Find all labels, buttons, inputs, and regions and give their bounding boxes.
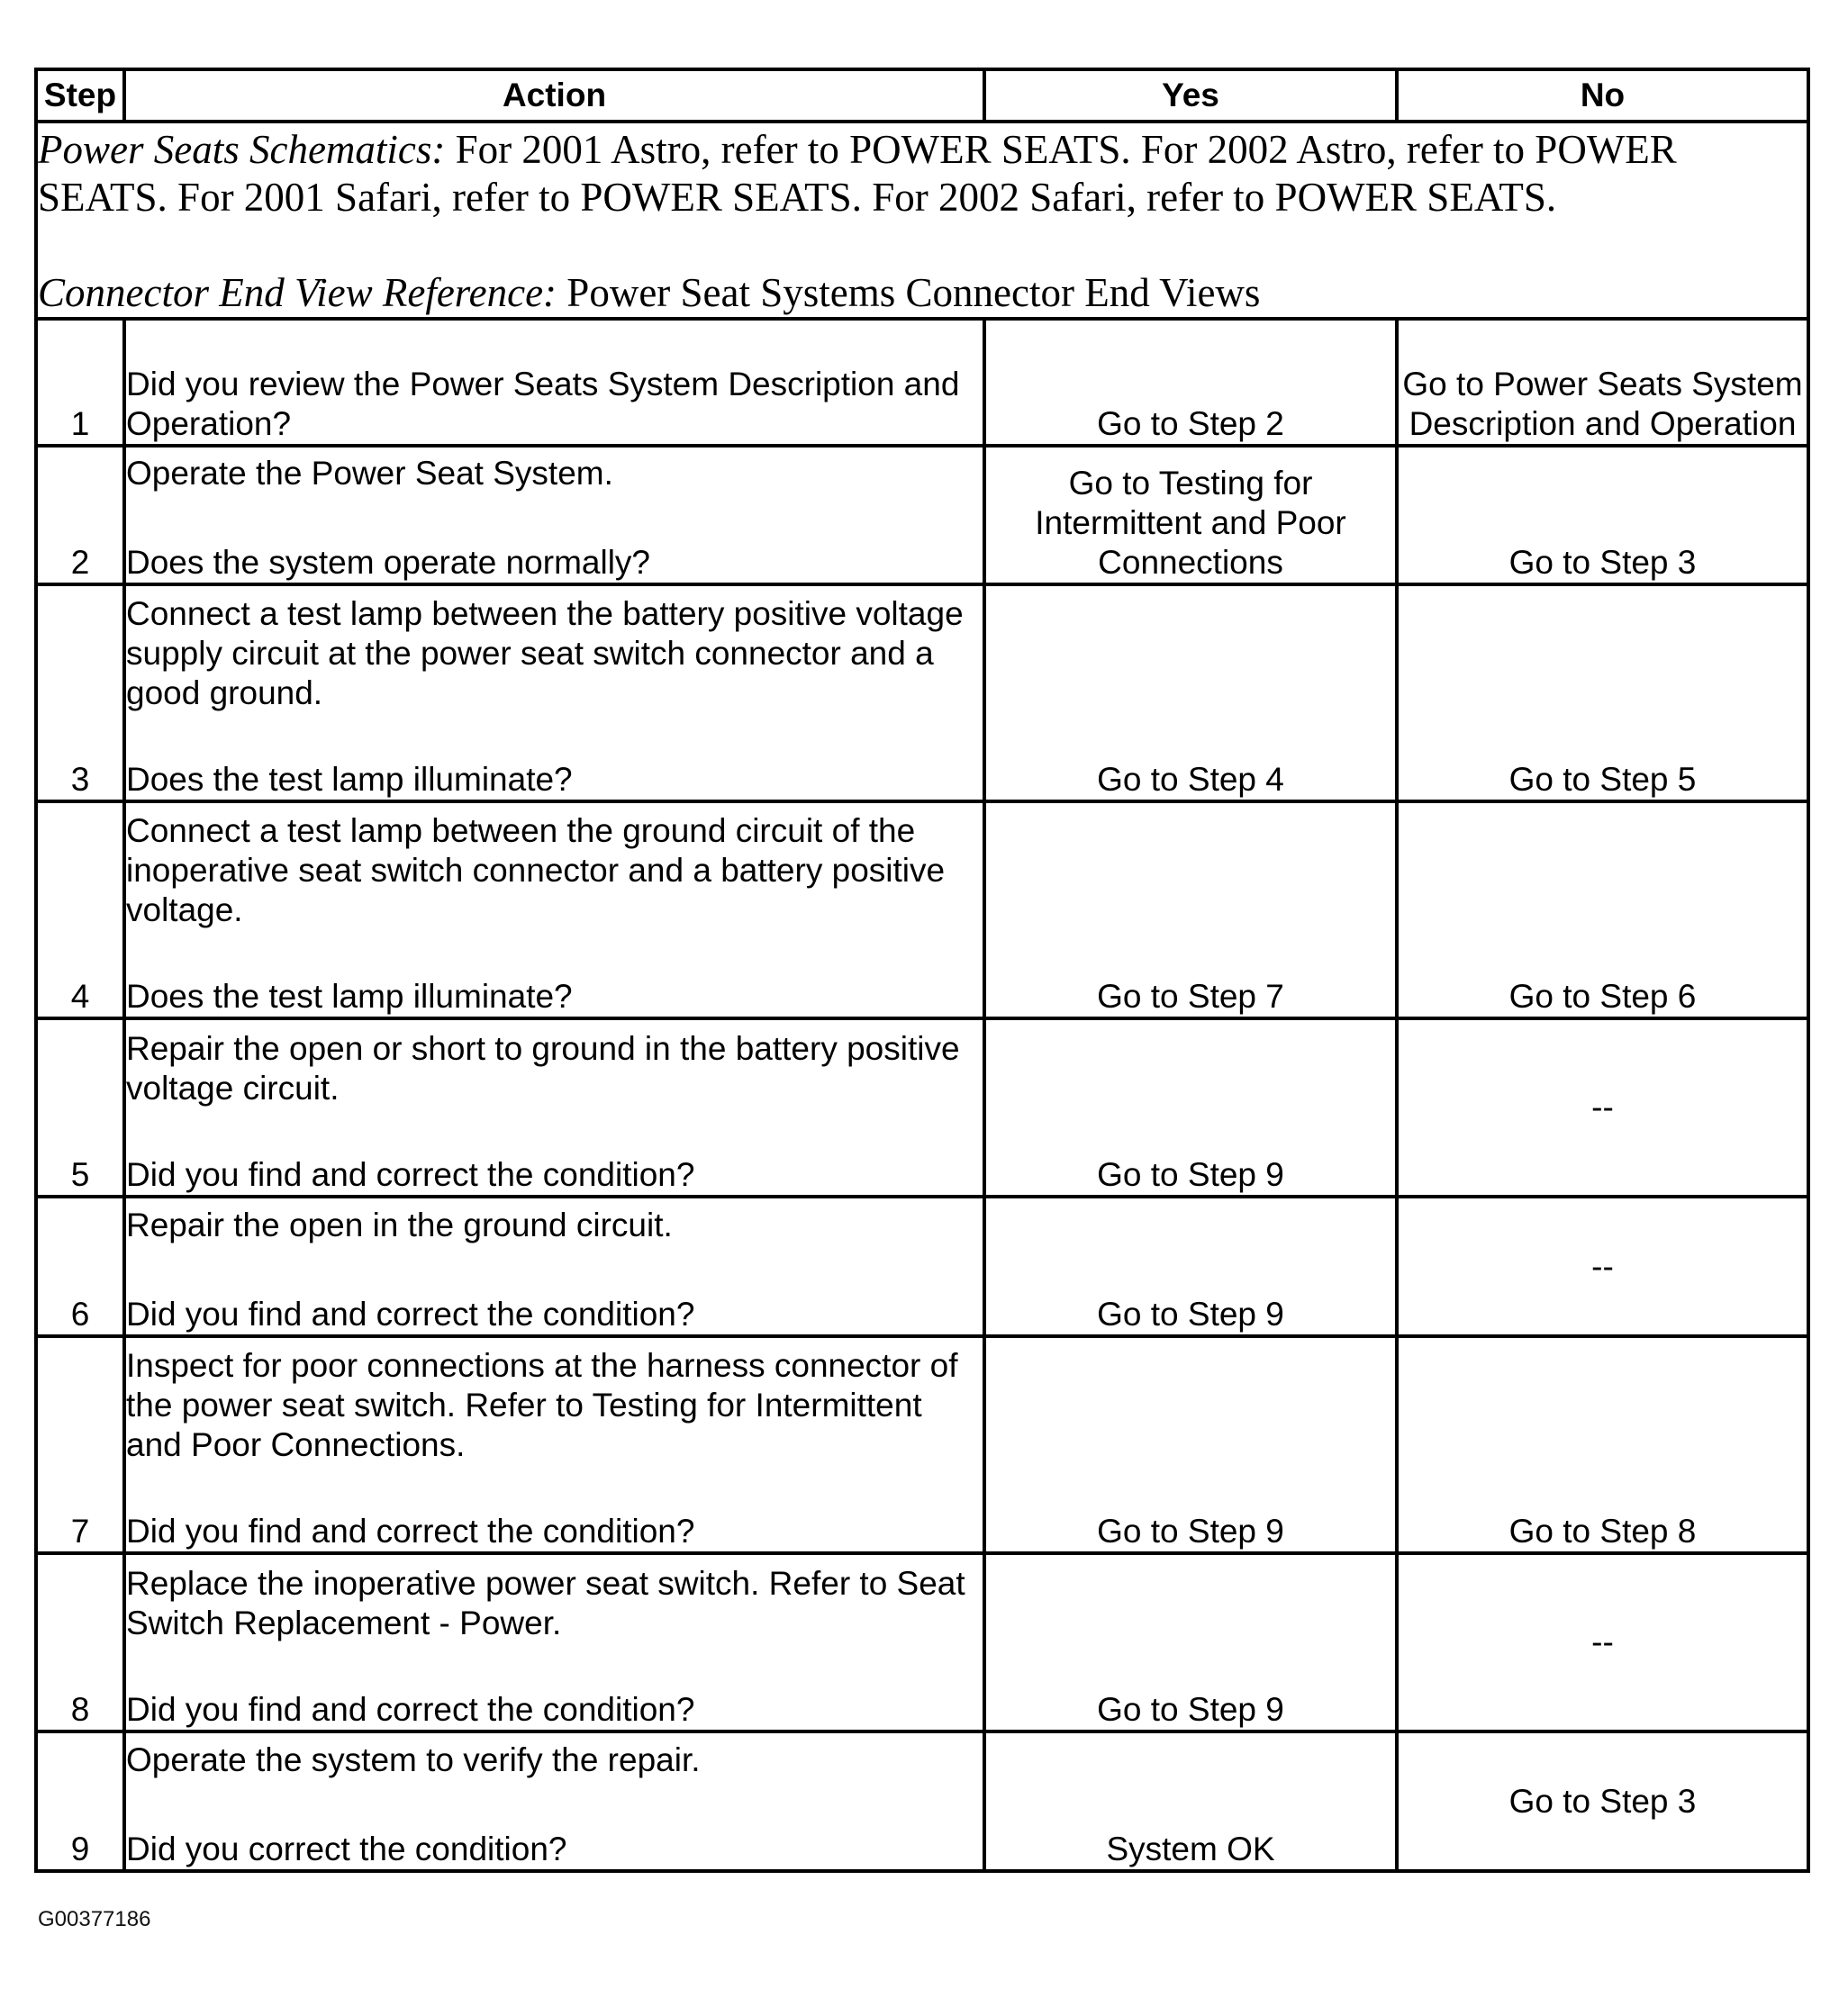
question-text: Did you find and correct the condition? [126,1513,695,1550]
table-row [36,319,1808,446]
step-number: 1 [36,319,124,446]
yes-cell: System OK [984,1731,1397,1871]
schematics-label: Power Seats Schematics: [38,127,446,172]
intro-cell [36,122,1808,319]
action-cell [124,1336,984,1553]
action-text: Inspect for poor connections at the harness connector of the power seat switch. Refer to Testing for Intermittent and Poor Connections. [126,1347,958,1463]
connector-label: Connector End View Reference: [38,270,557,315]
action-cell [124,801,984,1018]
no-cell: -- [1397,1018,1808,1197]
no-cell: Go to Step 5 [1397,584,1808,801]
yes-cell: Go to Step 9 [984,1197,1397,1336]
intro-row [36,122,1808,319]
action-text: Replace the inoperative power seat switch. Refer to Seat Switch Replacement - Power. [126,1565,965,1641]
question-text: Does the test lamp illuminate? [126,978,573,1015]
figure-id: G00377186 [38,1907,151,1931]
table-row [36,1197,1808,1336]
table-row [36,1553,1808,1731]
table-row [36,1018,1808,1197]
action-cell [124,1553,984,1731]
diagnostic-page [34,68,1807,1873]
table-row [36,584,1808,801]
yes-cell: Go to Step 2 [984,319,1397,446]
no-cell: -- [1397,1197,1808,1336]
action-text: Operate the Power Seat System. [126,455,613,492]
step-number: 2 [36,446,124,584]
action-text: Operate the system to verify the repair. [126,1741,701,1778]
step-number: 3 [36,584,124,801]
table-row [36,446,1808,584]
step-number: 9 [36,1731,124,1871]
action-text: Connect a test lamp between the ground circuit of the inoperative seat switch connector and a battery positive voltage. [126,812,946,928]
step-number: 8 [36,1553,124,1731]
action-cell [124,1197,984,1336]
yes-cell: Go to Step 9 [984,1336,1397,1553]
action-text: Repair the open in the ground circuit. [126,1207,673,1243]
action-text: Connect a test lamp between the battery positive voltage supply circuit at the power seat switch connector and a good ground. [126,595,964,711]
yes-cell: Go to Step 9 [984,1553,1397,1731]
step-number: 4 [36,801,124,1018]
table-row [36,1336,1808,1553]
question-text: Did you find and correct the condition? [126,1156,695,1193]
action-cell [124,1018,984,1197]
diagnostic-table [34,68,1810,1873]
step-number: 5 [36,1018,124,1197]
table-header-row [36,69,1808,122]
action-cell [124,584,984,801]
question-text: Did you correct the condition? [126,1831,567,1867]
step-number: 6 [36,1197,124,1336]
no-cell: Go to Power Seats System Description and Operation [1397,319,1808,446]
header-action: Action [124,69,984,122]
step-number: 7 [36,1336,124,1553]
yes-cell: Go to Step 7 [984,801,1397,1018]
action-text: Did you review the Power Seats System Description and Operation? [126,366,960,442]
question-text: Did you find and correct the condition? [126,1691,695,1728]
action-text: Repair the open or short to ground in the battery positive voltage circuit. [126,1030,960,1107]
header-yes: Yes [984,69,1397,122]
yes-cell: Go to Testing for Intermittent and Poor Connections [984,446,1397,584]
question-text: Does the system operate normally? [126,544,650,581]
no-cell: Go to Step 3 [1397,446,1808,584]
schematics-text: For 2001 Astro, refer to POWER SEATS. For 2002 Astro, refer to POWER SEATS. For 2001 Safari, refer to POWER SEATS. For 2002 Safari, refer to POWER SEATS. [38,127,1677,220]
header-no: No [1397,69,1808,122]
action-cell [124,446,984,584]
no-cell: -- [1397,1553,1808,1731]
connector-text: Power Seat Systems Connector End Views [557,270,1261,315]
action-cell [124,1731,984,1871]
table-row [36,801,1808,1018]
table-row [36,1731,1808,1871]
header-step: Step [36,69,124,122]
no-cell: Go to Step 6 [1397,801,1808,1018]
question-text: Did you find and correct the condition? [126,1296,695,1333]
action-cell [124,319,984,446]
yes-cell: Go to Step 9 [984,1018,1397,1197]
no-cell: Go to Step 3 [1397,1731,1808,1871]
question-text: Does the test lamp illuminate? [126,761,573,798]
yes-cell: Go to Step 4 [984,584,1397,801]
no-cell: Go to Step 8 [1397,1336,1808,1553]
